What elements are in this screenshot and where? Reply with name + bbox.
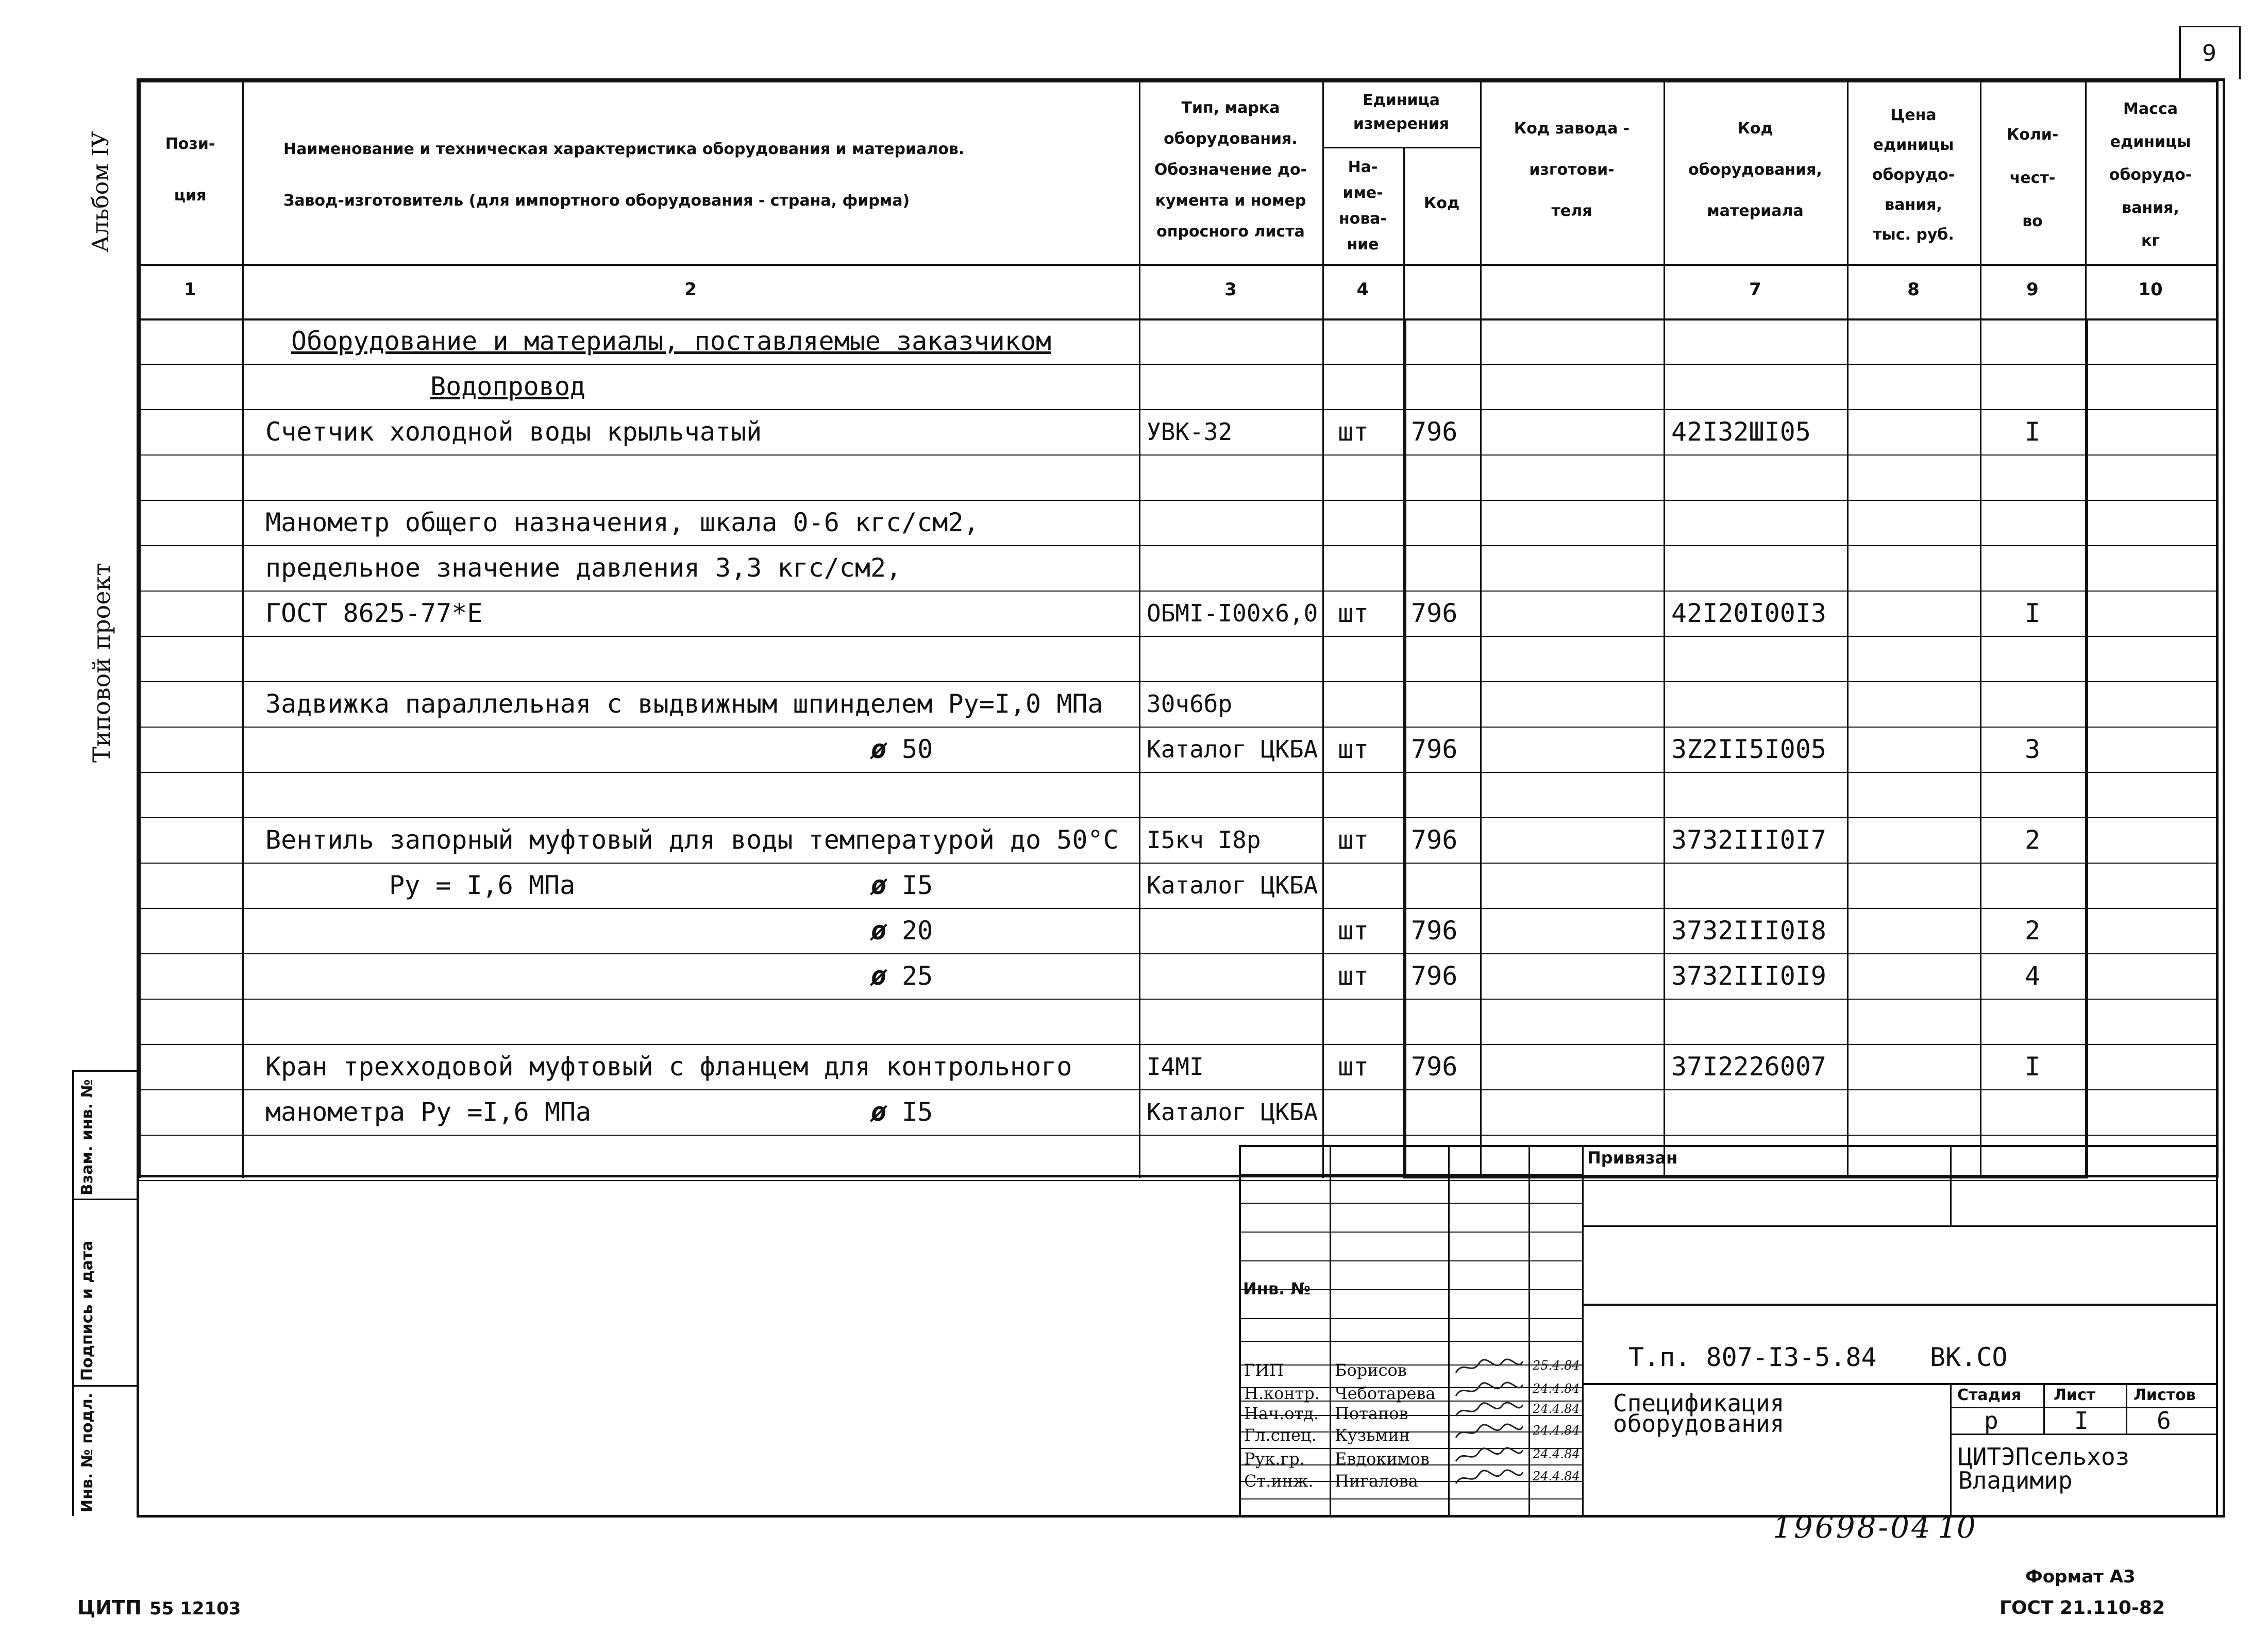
col10-header-line: вания, (2122, 199, 2179, 217)
col8-header-line: тыс. руб. (1873, 226, 1954, 244)
col3-header-line: Обозначение до- (1154, 161, 1307, 179)
stamp-sign-date: Подпись и дата (78, 1240, 96, 1381)
item-unit: шт (1338, 417, 1369, 447)
col7-header-line: материала (1707, 202, 1804, 220)
col7-header (1664, 108, 1847, 232)
col1-header-line: Пози- (165, 135, 215, 153)
tb-line (1239, 1364, 1582, 1366)
row-line (138, 500, 2216, 501)
col-number: 1 (184, 279, 196, 300)
row-line (138, 636, 2216, 637)
item-unit: шт (1338, 1052, 1369, 1082)
thick-4 (1403, 318, 1406, 1178)
item-quantity: 2 (2024, 825, 2041, 855)
signature-icon (1453, 1468, 1525, 1487)
signature-icon (1453, 1422, 1525, 1441)
item-name: Оборудование и материалы, поставляемые заказчиком (291, 326, 1052, 356)
unit-split (1322, 147, 1480, 148)
row-line (138, 908, 2216, 909)
project-label: Типовой проект (88, 563, 115, 763)
signer-date: 24.4.84 (1533, 1469, 1580, 1484)
item-unit-code: 796 (1411, 734, 1458, 764)
col-line-8 (1980, 80, 1981, 1178)
item-quantity: 3 (2024, 734, 2041, 764)
col6-header-line: Код завода - (1514, 120, 1630, 138)
item-quantity: 4 (2024, 961, 2041, 991)
col2-header-line: Завод-изготовитель (для импортного оборудования - страна, фирма) (283, 192, 910, 210)
row-line (138, 999, 2216, 1000)
diameter-value: 25 ø (871, 961, 933, 991)
signer-date: 25.4.84 (1533, 1358, 1580, 1373)
item-material-code: 3Z2II5I005 (1671, 734, 1827, 764)
tb-line (1448, 1145, 1450, 1515)
signer-date: 24.4.84 (1533, 1423, 1580, 1438)
col5-header: Код (1423, 194, 1460, 212)
col2-header (283, 124, 1108, 227)
tb-line (1528, 1145, 1530, 1515)
item-unit-code: 796 (1411, 1052, 1458, 1082)
tb-line (1239, 1232, 1582, 1233)
tb-line (1582, 1383, 2216, 1385)
tb-line (1950, 1145, 1952, 1225)
item-name: Ру = I,6 МПа (389, 870, 576, 900)
table-top (138, 80, 2216, 82)
signer-role: Гл.спец. (1244, 1425, 1317, 1445)
item-quantity: 2 (2024, 916, 2041, 946)
col-line-10 (2216, 80, 2219, 1178)
stamp-vzam-inv: Взам. инв. № (78, 1079, 96, 1195)
col3-header (1139, 93, 1322, 247)
sheets-label: Листов (2133, 1386, 2196, 1404)
item-unit-code: 796 (1411, 417, 1458, 447)
item-name: Водопровод (430, 372, 586, 401)
item-material-code: 3732III0I9 (1671, 961, 1827, 991)
tb-line (1582, 1225, 2216, 1227)
doc-mark: ВК.СО (1930, 1342, 2008, 1372)
row-line (138, 727, 2216, 728)
signer-role: Нач.отд. (1244, 1404, 1319, 1423)
col4-header-line: На- (1348, 158, 1378, 176)
row-line (138, 817, 2216, 818)
handwritten-number: 19698-04 (1773, 1510, 1933, 1545)
row-line (138, 591, 2216, 592)
header-bottom (138, 264, 2216, 266)
unit-header-line: Единица (1363, 91, 1440, 109)
row-line (138, 318, 2216, 319)
album-label: Альбом IУ (88, 131, 114, 252)
signer-name: Евдокимов (1335, 1449, 1430, 1469)
item-unit-code: 796 (1411, 825, 1458, 855)
item-type: I4MI (1147, 1053, 1204, 1081)
item-name: манометра Ру =I,6 МПа (265, 1097, 592, 1127)
unit-header-line: измерения (1353, 115, 1450, 133)
diameter-value: 50 ø (871, 734, 933, 764)
item-quantity: I (2024, 598, 2041, 628)
col8-header-line: оборудо- (1872, 166, 1955, 184)
format-label: Формат А3 (2025, 1566, 2136, 1587)
print-left-num: 55 12103 (149, 1598, 241, 1619)
stamp-inv-podl: Инв. № подл. (78, 1392, 96, 1512)
doc-title-line1: Спецификация (1613, 1389, 1785, 1417)
item-unit-code: 796 (1411, 961, 1458, 991)
signer-role: ГИП (1244, 1360, 1284, 1380)
row-line (138, 1135, 2216, 1136)
org-line2: Владимир (1958, 1467, 2073, 1494)
col6-header-line: теля (1551, 202, 1592, 220)
item-unit: шт (1338, 961, 1369, 991)
diameter-value: I5 ø (871, 870, 933, 900)
col10-header (2085, 93, 2216, 258)
sheet-value: I (2074, 1407, 2089, 1435)
item-type: I5кч I8р (1147, 826, 1261, 854)
diameter-value: I5 ø (871, 1097, 933, 1127)
row-line (138, 1180, 2216, 1181)
col-line-1 (242, 80, 244, 1178)
item-material-code: 42I20I00I3 (1671, 598, 1827, 628)
signer-name: Чеботарева (1335, 1384, 1436, 1403)
col-number: 9 (2026, 279, 2039, 300)
diameter-icon: ø (871, 916, 887, 946)
col8-header-line: Цена (1890, 106, 1937, 124)
diameter-value: 20 ø (871, 916, 933, 946)
row-line (138, 863, 2216, 864)
item-unit-code: 796 (1411, 916, 1458, 946)
signer-name: Борисов (1335, 1360, 1407, 1380)
col8-header-line: вания, (1885, 196, 1942, 214)
tb-line (1330, 1145, 1331, 1515)
sheets-value: 6 (2157, 1407, 2171, 1435)
row-line (138, 364, 2216, 365)
signer-name: Потапов (1335, 1404, 1408, 1423)
diameter-icon: ø (871, 961, 887, 991)
col8-header-line: единицы (1873, 136, 1954, 154)
tb-line (1239, 1145, 2216, 1147)
col3-header-line: оборудования. (1164, 130, 1298, 148)
sheet-label: Лист (2054, 1386, 2096, 1404)
col-line-6 (1664, 80, 1665, 1178)
signature-icon (1453, 1357, 1525, 1376)
handwritten-page: 10 (1938, 1510, 1976, 1545)
col-number: 7 (1749, 279, 1761, 300)
item-quantity: I (2024, 1052, 2041, 1082)
tb-line (1582, 1145, 1584, 1515)
col-number: 2 (684, 279, 697, 300)
inv-no-label: Инв. № (1243, 1279, 1311, 1299)
col1-header-line: ция (174, 187, 207, 205)
tb-line (1239, 1203, 1582, 1204)
item-type: Каталог ЦКБА (1147, 735, 1318, 763)
col4-header (1322, 155, 1403, 258)
col9-header-line: чест- (2009, 169, 2056, 187)
item-name: предельное значение давления 3,3 кгс/см2, (265, 553, 902, 583)
tb-line (2043, 1383, 2045, 1434)
col-number: 10 (2138, 279, 2163, 300)
col10-header-line: оборудо- (2109, 166, 2192, 184)
col7-header-line: Код (1737, 120, 1773, 138)
item-unit-code: 796 (1411, 598, 1458, 628)
col2-header-line: Наименование и техническая характеристика оборудования и материалов. (283, 140, 965, 158)
signer-role: Ст.инж. (1244, 1471, 1314, 1491)
tb-line (1239, 1260, 1582, 1261)
doc-code: Т.п. 807-I3-5.84 (1628, 1342, 1877, 1372)
privyazan-label: Привязан (1587, 1148, 1678, 1168)
signer-name: Пигалова (1335, 1471, 1418, 1491)
table-bottom (138, 1175, 2216, 1177)
thick-9 (2085, 318, 2088, 1178)
col-line-0 (138, 80, 141, 1178)
item-name: Вентиль запорный муфтовый для воды температурой до 50°С (265, 825, 1119, 855)
item-material-code: 42I32ШI05 (1671, 417, 1811, 447)
row-line (138, 545, 2216, 546)
item-name: Задвижка параллельная с выдвижным шпинделем Ру=I,0 МПа (265, 689, 1103, 719)
unit-header (1322, 89, 1480, 136)
col-line-5 (1480, 80, 1482, 1178)
row-line (138, 409, 2216, 410)
col7-header-line: оборудования, (1688, 161, 1822, 179)
col3-header-line: опросного листа (1156, 223, 1305, 241)
item-unit: шт (1338, 916, 1369, 946)
tb-line (1582, 1304, 2216, 1306)
tb-line (1239, 1318, 1582, 1319)
col-number: 3 (1224, 279, 1237, 300)
col8-header (1847, 100, 1980, 250)
col1-header (138, 119, 242, 222)
signature-icon (1453, 1401, 1525, 1419)
item-name: ГОСТ 8625-77*Е (265, 598, 483, 628)
col10-header-line: кг (2141, 232, 2160, 250)
row-line (138, 953, 2216, 954)
col9-header-line: Коли- (2006, 126, 2059, 144)
col4-header-line: име- (1342, 184, 1383, 202)
col4-header-line: нова- (1338, 210, 1387, 228)
row-line (138, 1089, 2216, 1090)
signature-icon (1453, 1380, 1525, 1399)
tb-line (1239, 1498, 1582, 1499)
diameter-icon: ø (871, 1097, 887, 1127)
item-material-code: 3732III0I7 (1671, 825, 1827, 855)
signer-date: 24.4.84 (1533, 1447, 1580, 1461)
col9-header-line: во (2022, 212, 2043, 230)
diameter-icon: ø (871, 734, 887, 764)
org-line1: ЦИТЭПсельхоз (1958, 1443, 2130, 1471)
col3-header-line: кумента и номер (1155, 192, 1306, 210)
item-quantity: I (2024, 417, 2041, 447)
item-type: Каталог ЦКБА (1147, 1098, 1318, 1126)
diameter-icon: ø (871, 870, 887, 900)
item-unit: шт (1338, 825, 1369, 855)
tb-line (1239, 1145, 1240, 1515)
row-line (138, 454, 2216, 456)
tb-line (2216, 1145, 2218, 1515)
signer-role: Рук.гр. (1244, 1449, 1305, 1469)
signer-date: 24.4.84 (1533, 1381, 1580, 1396)
row-line (138, 681, 2216, 682)
item-type: Каталог ЦКБА (1147, 871, 1318, 899)
col6-header (1480, 108, 1664, 232)
item-name: Манометр общего назначения, шкала 0-6 кгс/см2, (265, 508, 979, 537)
col9-header (1980, 113, 2085, 243)
print-left: ЦИТП (77, 1596, 142, 1619)
stage-value: р (1984, 1407, 1998, 1435)
col4-header-line: ние (1347, 235, 1379, 254)
stamp-left (72, 1070, 74, 1516)
item-type: ОБМI-I00х6,0 (1147, 599, 1318, 627)
frame-right (2223, 78, 2225, 1517)
col6-header-line: изготови- (1529, 161, 1615, 179)
col10-header-line: Масса (2123, 100, 2178, 118)
tb-line (2126, 1383, 2127, 1434)
item-unit: шт (1338, 734, 1369, 764)
row-line (138, 1044, 2216, 1045)
gost-label: ГОСТ 21.110-82 (2000, 1597, 2165, 1619)
signer-name: Кузьмин (1335, 1425, 1410, 1445)
col-number: 8 (1907, 279, 1920, 300)
item-type: УВК-32 (1147, 418, 1233, 446)
item-name: Счетчик холодной воды крыльчатый (265, 417, 762, 447)
col10-header-line: единицы (2110, 133, 2191, 151)
signature-icon (1453, 1446, 1525, 1464)
item-unit: шт (1338, 598, 1369, 628)
tb-line (1950, 1383, 1952, 1515)
signer-role: Н.контр. (1244, 1384, 1320, 1403)
item-name: Кран трехходовой муфтовый с фланцем для контрольного (265, 1052, 1072, 1082)
signer-date: 24.4.84 (1533, 1402, 1580, 1416)
stage-label: Стадия (1957, 1386, 2022, 1404)
col-number: 4 (1356, 279, 1369, 300)
sheet-number: 9 (2202, 40, 2216, 66)
item-material-code: 37I2226007 (1671, 1052, 1827, 1082)
item-material-code: 3732III0I8 (1671, 916, 1827, 946)
col3-header-line: Тип, марка (1181, 99, 1280, 117)
tb-line (1239, 1174, 1582, 1175)
tb-line (1239, 1341, 1582, 1342)
doc-title-line2: оборудования (1613, 1410, 1785, 1438)
item-type: 30ч6бр (1147, 690, 1233, 718)
stamp-top (72, 1070, 138, 1072)
row-line (138, 772, 2216, 773)
